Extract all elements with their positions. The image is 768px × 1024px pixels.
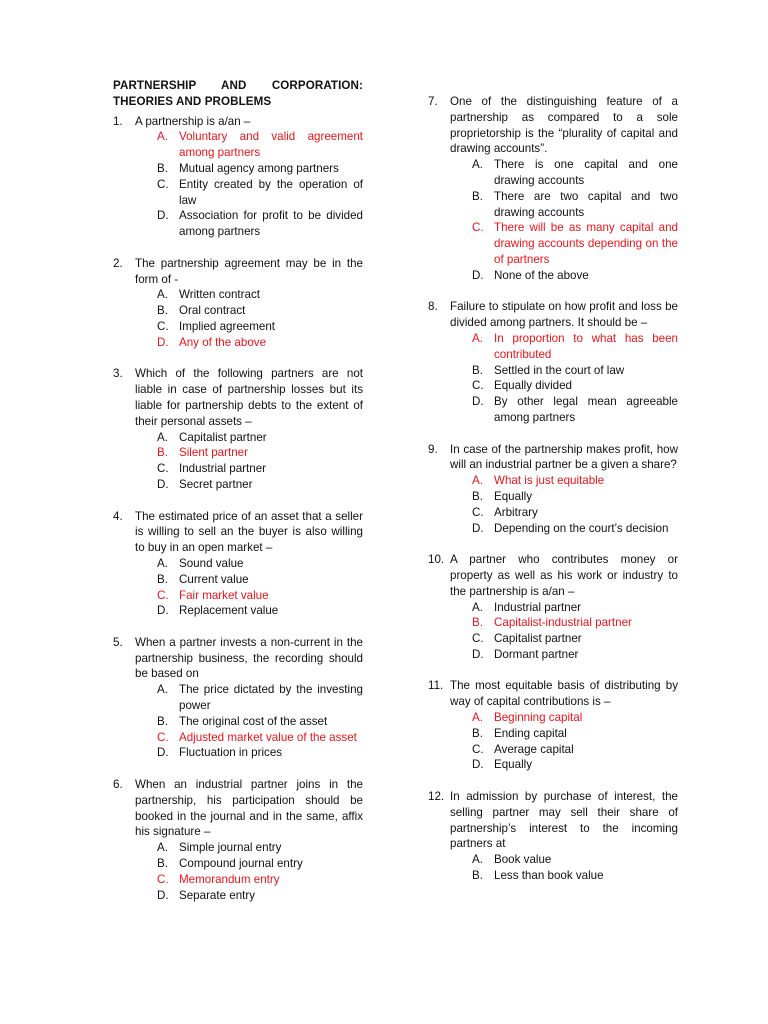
option-item <box>472 647 678 663</box>
option-text: Dormant partner <box>494 647 579 661</box>
option-letter: C. <box>472 632 484 646</box>
option-letter: D. <box>157 335 169 349</box>
option-text: Mutual agency among partners <box>179 161 339 175</box>
option-letter: B. <box>157 304 168 318</box>
question-number: 5. <box>113 635 123 649</box>
option-letter: C. <box>472 742 484 756</box>
question-number: 12. <box>428 790 445 804</box>
option-letter: D. <box>157 888 169 902</box>
option-text: Capitalist partner <box>179 430 267 444</box>
option-item <box>472 363 678 379</box>
option-text: The original cost of the asset <box>179 714 328 728</box>
option-text: Written contract <box>179 288 260 302</box>
option-text: None of the above <box>494 268 589 282</box>
option-item <box>472 868 678 884</box>
option-item <box>472 852 678 868</box>
option-item <box>157 177 363 209</box>
option-text: Arbitrary <box>494 505 538 519</box>
question-item <box>113 256 363 351</box>
option-letter: B. <box>157 714 168 728</box>
option-item-correct <box>472 331 678 363</box>
option-item-correct <box>157 129 363 161</box>
option-letter: D. <box>157 604 169 618</box>
option-text: Fluctuation in prices <box>179 746 283 760</box>
option-letter: A. <box>472 600 483 614</box>
option-letter: B. <box>472 189 483 203</box>
option-text: By other legal mean agreeable among partners <box>494 395 678 424</box>
option-letter: A. <box>472 711 483 725</box>
question-number: 6. <box>113 778 123 792</box>
option-item <box>157 682 363 714</box>
option-item <box>157 430 363 446</box>
option-list <box>135 556 363 619</box>
question-stem: In case of the partnership makes profit, how will an industrial partner be a given a share? <box>450 442 678 472</box>
question-item <box>428 94 678 284</box>
option-item <box>157 319 363 335</box>
option-letter: C. <box>157 177 169 191</box>
option-item <box>472 757 678 773</box>
option-item <box>157 208 363 240</box>
option-text: Current value <box>179 572 249 586</box>
option-item <box>472 742 678 758</box>
left-column <box>113 78 363 903</box>
option-item <box>157 303 363 319</box>
question-stem: In admission by purchase of interest, the selling partner may sell their share of partnership’s interest to the incoming partners at <box>450 790 678 851</box>
option-text: Industrial partner <box>494 600 581 614</box>
option-text: Compound journal entry <box>179 857 303 871</box>
question-item <box>428 789 678 884</box>
option-letter: A. <box>472 158 483 172</box>
option-item-correct <box>157 445 363 461</box>
option-text: Simple journal entry <box>179 841 282 855</box>
option-letter: C. <box>472 505 484 519</box>
option-text: In proportion to what has been contributed <box>494 331 678 361</box>
option-text: Capitalist partner <box>494 632 582 646</box>
option-letter: B. <box>472 726 483 740</box>
option-item-correct <box>157 335 363 351</box>
option-letter: A. <box>157 683 168 697</box>
option-letter: A. <box>157 288 168 302</box>
option-item-correct <box>472 710 678 726</box>
question-number: 2. <box>113 256 123 270</box>
option-list <box>135 287 363 350</box>
option-list <box>450 331 678 426</box>
option-letter: C. <box>157 872 169 886</box>
option-list <box>135 682 363 761</box>
question-number: 11. <box>428 679 444 693</box>
option-letter: C. <box>157 462 169 476</box>
option-letter: D. <box>157 746 169 760</box>
option-text: Replacement value <box>179 604 279 618</box>
question-item <box>113 366 363 492</box>
option-item <box>472 157 678 189</box>
option-item-correct <box>472 220 678 267</box>
option-letter: C. <box>157 730 169 744</box>
option-item <box>157 287 363 303</box>
option-text: Settled in the court of law <box>494 363 625 377</box>
option-item <box>157 572 363 588</box>
question-list-right <box>428 94 678 884</box>
option-text: Equally divided <box>494 379 572 393</box>
option-item-correct <box>157 588 363 604</box>
option-letter: B. <box>472 616 483 630</box>
option-text: What is just equitable <box>494 474 605 488</box>
option-text: Association for profit to be divided among partners <box>179 209 363 239</box>
option-text: There is one capital and one drawing accounts <box>494 158 678 187</box>
question-stem: The estimated price of an asset that a seller is willing to sell an the buyer is also willing to buy in an open market – <box>135 509 363 555</box>
question-item <box>428 442 678 537</box>
question-number: 3. <box>113 367 123 381</box>
option-text: The price dictated by the investing power <box>179 683 363 713</box>
option-text: Sound value <box>179 556 244 570</box>
option-item <box>472 489 678 505</box>
option-item-correct <box>472 615 678 631</box>
option-letter: C. <box>157 319 169 333</box>
option-list <box>450 473 678 536</box>
option-text: Any of the above <box>179 335 267 349</box>
option-item <box>472 521 678 537</box>
option-list <box>450 710 678 773</box>
option-letter: B. <box>157 446 168 460</box>
question-stem: Failure to stipulate on how profit and loss be divided among partners. It should be – <box>450 300 678 330</box>
question-item <box>428 678 678 773</box>
option-item <box>157 840 363 856</box>
option-item <box>472 726 678 742</box>
document-title: PARTNERSHIP AND CORPORATION: THEORIES AND PROBLEMS <box>113 79 363 108</box>
option-letter: C. <box>157 588 169 602</box>
option-letter: D. <box>157 209 169 223</box>
option-text: Capitalist-industrial partner <box>494 616 632 630</box>
option-letter: A. <box>157 841 168 855</box>
question-number: 9. <box>428 442 438 456</box>
question-item <box>113 635 363 761</box>
option-letter: D. <box>472 268 484 282</box>
option-list <box>135 840 363 903</box>
question-number: 7. <box>428 95 438 108</box>
option-letter: A. <box>472 853 483 867</box>
option-letter: A. <box>472 474 483 488</box>
question-list-left <box>113 114 363 904</box>
option-item <box>472 600 678 616</box>
option-letter: B. <box>157 572 168 586</box>
option-text: Memorandum entry <box>179 872 280 886</box>
option-letter: D. <box>472 647 484 661</box>
option-item <box>157 714 363 730</box>
option-item-correct <box>472 473 678 489</box>
question-item <box>428 299 678 425</box>
option-letter: A. <box>157 430 168 444</box>
option-letter: D. <box>472 758 484 772</box>
option-text: There are two capital and two drawing accounts <box>494 189 678 219</box>
option-text: Average capital <box>494 742 574 756</box>
option-text: Adjusted market value of the asset <box>179 730 357 744</box>
option-item <box>157 745 363 761</box>
option-list <box>450 852 678 884</box>
option-text: Secret partner <box>179 477 253 491</box>
option-list <box>135 129 363 240</box>
option-text: Less than book value <box>494 869 604 883</box>
question-stem: Which of the following partners are not liable in case of partnership losses but its liable for partnership debts to the extent of their personal assets – <box>135 367 363 428</box>
option-item <box>472 378 678 394</box>
option-item <box>157 556 363 572</box>
question-item <box>113 777 363 903</box>
option-text: Fair market value <box>179 588 269 602</box>
question-stem: When a partner invests a non-current in the partnership business, the recording should be based on <box>135 635 363 681</box>
option-text: Oral contract <box>179 304 246 318</box>
option-text: Voluntary and valid agreement among partners <box>179 130 363 160</box>
option-text: Entity created by the operation of law <box>179 177 363 207</box>
option-item <box>157 461 363 477</box>
question-number: 1. <box>113 114 123 128</box>
option-item <box>157 161 363 177</box>
question-stem: A partner who contributes money or property as well as his work or industry to the partnership is a/an – <box>450 553 678 598</box>
question-stem: The partnership agreement may be in the form of - <box>135 256 363 286</box>
question-item <box>113 114 363 240</box>
option-text: Implied agreement <box>179 319 276 333</box>
option-text: Equally <box>494 489 533 503</box>
option-item <box>472 268 678 284</box>
question-item <box>113 509 363 620</box>
question-item <box>428 552 678 663</box>
option-text: Equally <box>494 758 533 772</box>
option-item <box>157 888 363 904</box>
option-letter: B. <box>157 857 168 871</box>
question-number: 8. <box>428 300 438 314</box>
option-letter: D. <box>157 477 169 491</box>
option-letter: C. <box>472 221 484 235</box>
option-item <box>157 856 363 872</box>
question-number: 10. <box>428 553 445 567</box>
question-stem: When an industrial partner joins in the partnership, his participation should be booked in the journal and in the same, affix his signature – <box>135 778 363 839</box>
question-stem: The most equitable basis of distributing by way of capital contributions is – <box>450 679 678 709</box>
option-text: Silent partner <box>179 446 248 460</box>
right-column <box>428 94 678 884</box>
option-text: Depending on the court’s decision <box>494 521 669 535</box>
option-item-correct <box>157 730 363 746</box>
option-item <box>472 505 678 521</box>
option-list <box>450 600 678 663</box>
option-letter: B. <box>472 489 483 503</box>
option-text: There will be as many capital and drawing accounts depending on the of partners <box>494 221 678 266</box>
option-letter: D. <box>472 395 484 409</box>
option-text: Ending capital <box>494 726 567 740</box>
option-text: Beginning capital <box>494 711 583 725</box>
question-stem: One of the distinguishing feature of a partnership as compared to a sole proprietorship is the “plurality of capital and drawing accounts”. <box>450 95 678 156</box>
option-text: Book value <box>494 853 552 867</box>
option-list <box>135 430 363 493</box>
option-letter: B. <box>157 161 168 175</box>
option-letter: D. <box>472 521 484 535</box>
option-item <box>472 394 678 426</box>
question-stem: A partnership is a/an – <box>135 114 251 128</box>
option-item <box>472 189 678 221</box>
option-letter: B. <box>472 869 483 883</box>
option-text: Industrial partner <box>179 462 266 476</box>
option-letter: B. <box>472 363 483 377</box>
option-item <box>472 631 678 647</box>
option-letter: A. <box>157 556 168 570</box>
option-letter: C. <box>472 379 484 393</box>
option-item-correct <box>157 872 363 888</box>
option-list <box>450 157 678 283</box>
option-text: Separate entry <box>179 888 256 902</box>
question-number: 4. <box>113 509 123 523</box>
option-letter: A. <box>157 130 168 144</box>
option-item <box>157 603 363 619</box>
option-letter: A. <box>472 331 483 345</box>
option-item <box>157 477 363 493</box>
